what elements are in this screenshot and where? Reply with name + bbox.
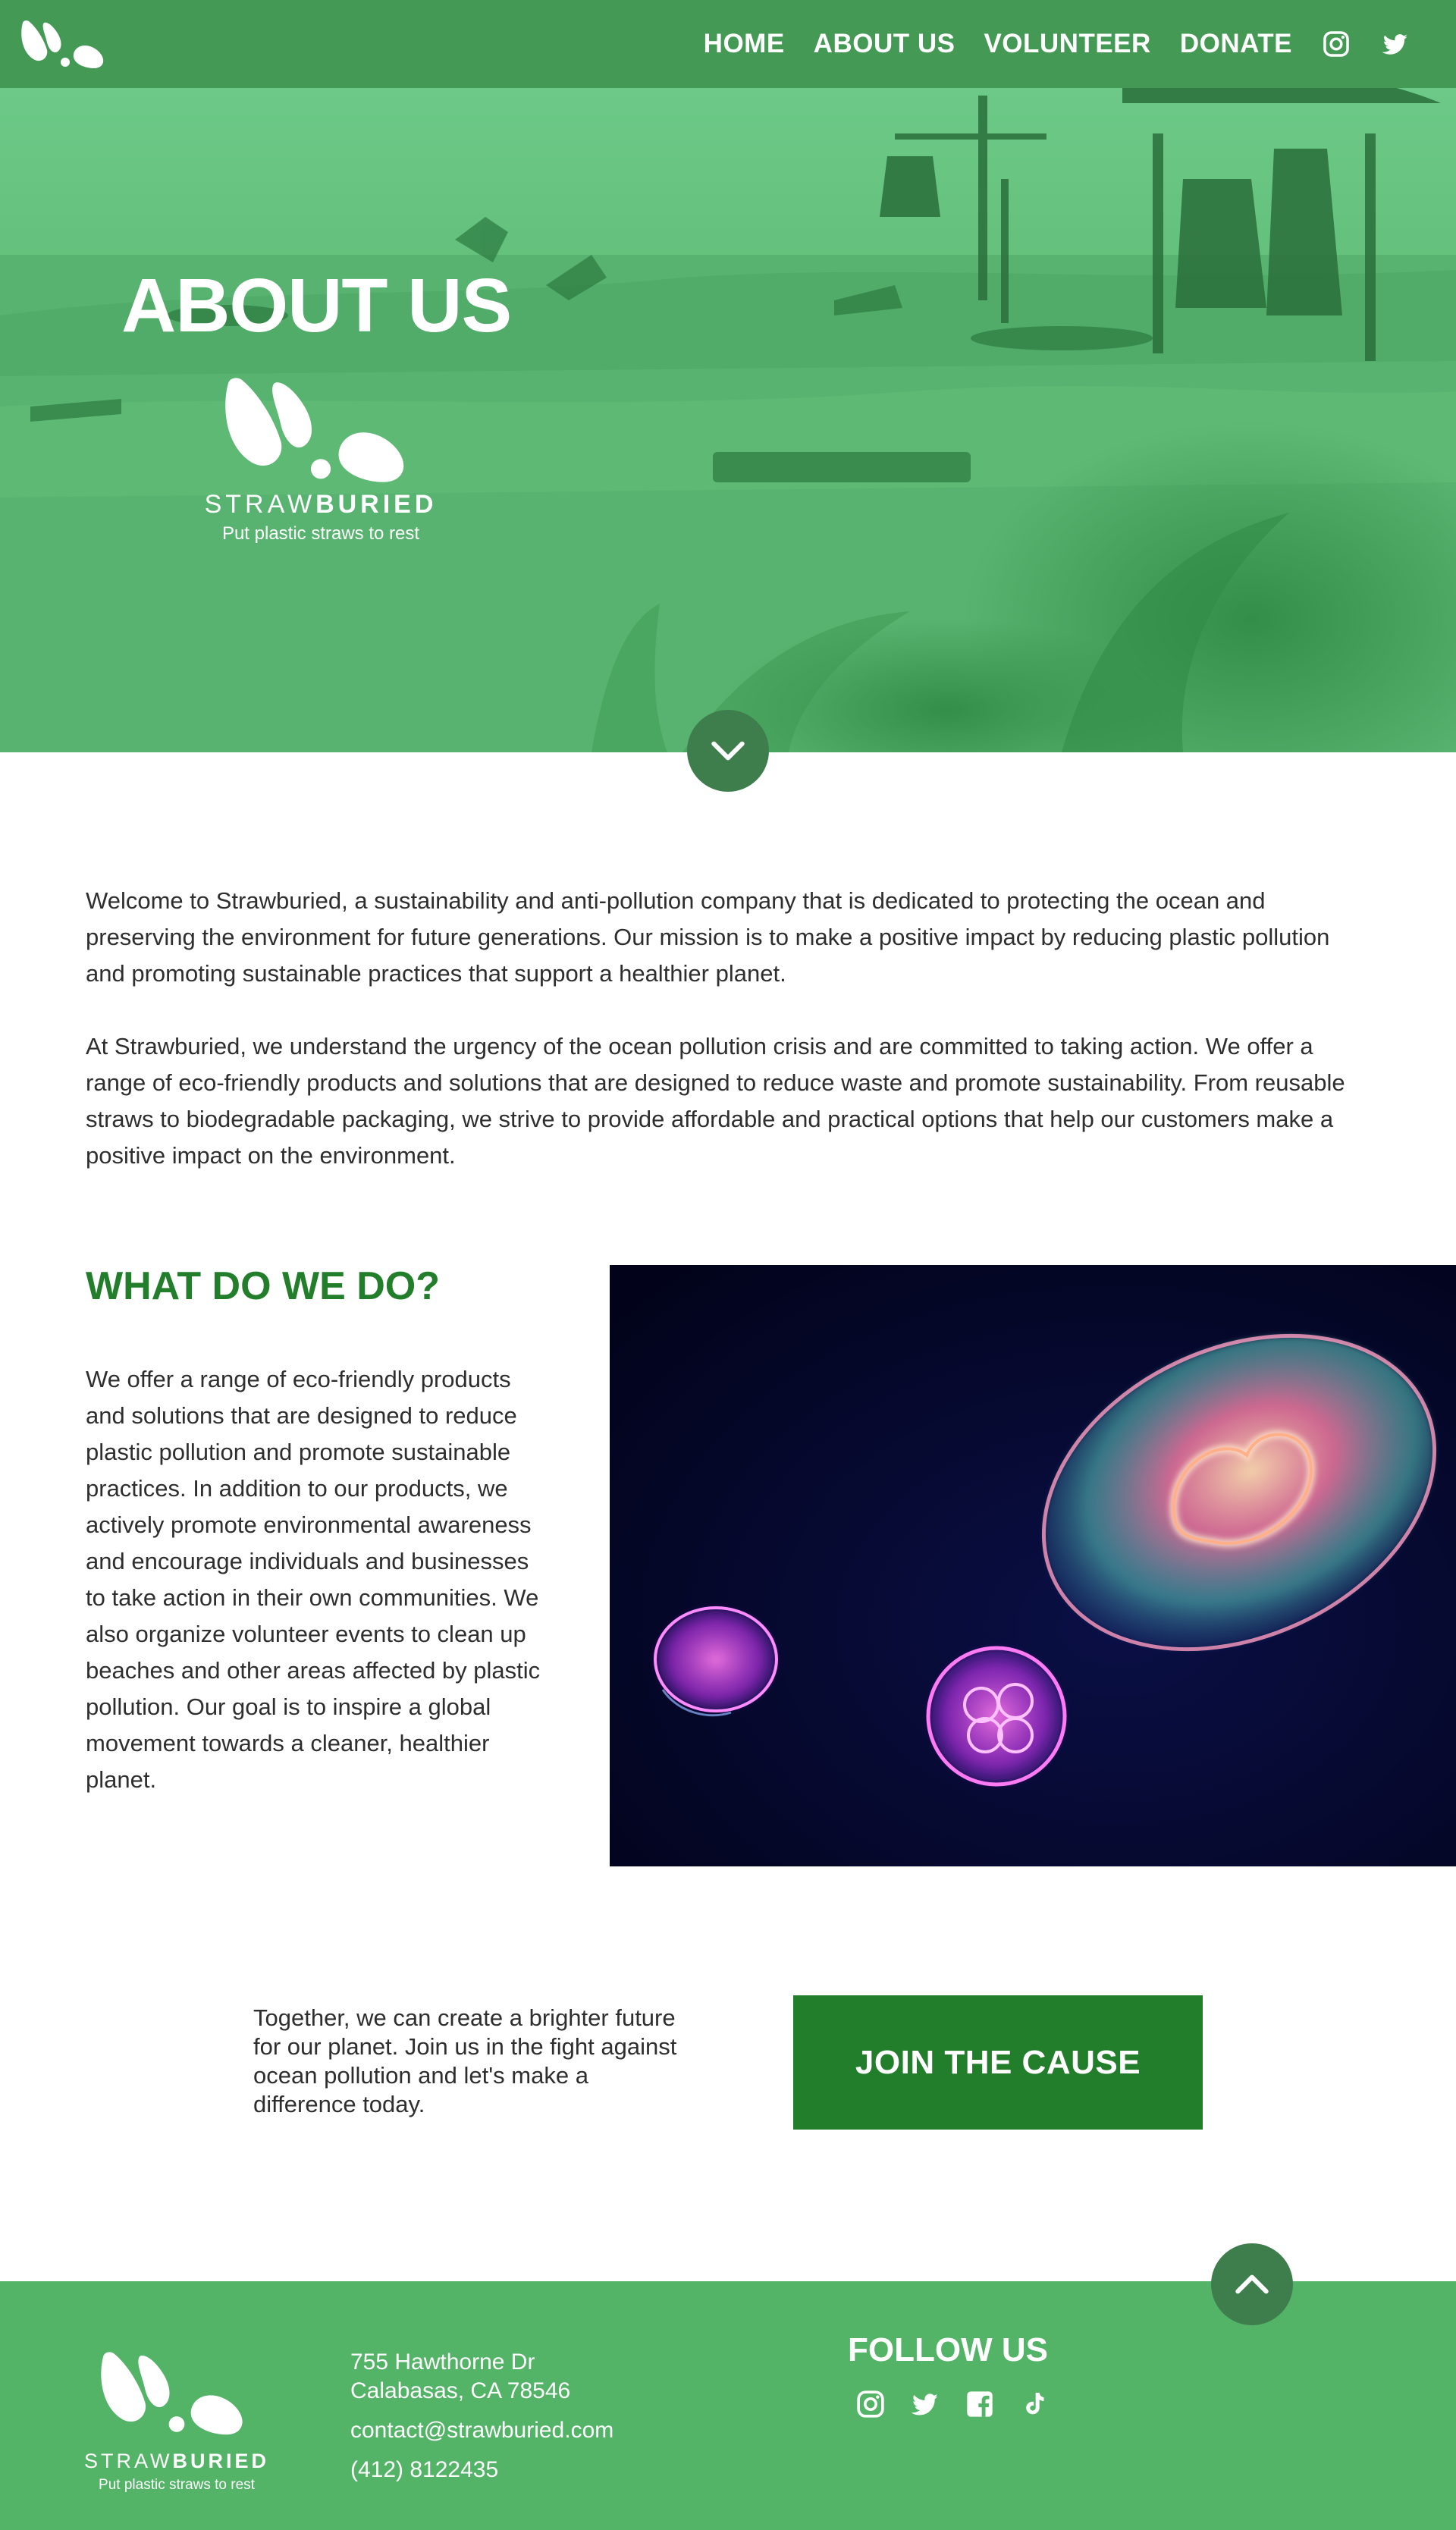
footer-brand-name bbox=[68, 2450, 285, 2473]
address-line-1: 755 Hawthorne Dr bbox=[350, 2350, 535, 2375]
chevron-up-icon bbox=[1231, 2263, 1273, 2306]
intro-section bbox=[86, 883, 1375, 1174]
footer-tagline: Put plastic straws to rest bbox=[99, 2477, 255, 2493]
cta-text: Together, we can create a brighter future for our planet. Join us in the fight against ocean pollution and let's make a difference today. bbox=[253, 2004, 677, 2117]
intro-paragraph-2: At Strawburied, we understand the urgency of the ocean pollution crisis and are committed to taking action. We offer a range of eco-friendly products and solutions that are designed to reduce waste and promote sustainability. From reusable straws to biodegradable packaging, we strive to provide affordable and practical options that help our customers make a positive impact on the environment. bbox=[86, 1033, 1345, 1169]
instagram-icon[interactable] bbox=[854, 2387, 887, 2421]
chevron-down-icon bbox=[707, 730, 749, 772]
what-we-do-heading: WHAT DO WE DO? bbox=[86, 1264, 440, 1308]
instagram-icon[interactable] bbox=[1321, 29, 1351, 59]
brand-bold: BURIED bbox=[315, 490, 438, 519]
top-nav bbox=[0, 0, 1456, 88]
footer-brand-bold: BURIED bbox=[172, 2450, 269, 2472]
jellyfish-image bbox=[610, 1265, 1456, 1866]
hero-banner bbox=[0, 88, 1456, 752]
strawburied-logo[interactable] bbox=[18, 17, 112, 71]
join-the-cause-button[interactable]: JOIN THE CAUSE bbox=[793, 1995, 1203, 2130]
nav-donate-link[interactable]: DONATE bbox=[1179, 29, 1292, 58]
address-line-2: Calabasas, CA 78546 bbox=[350, 2378, 571, 2403]
follow-us-heading: FOLLOW US bbox=[848, 2331, 1048, 2368]
social-links bbox=[854, 2387, 1051, 2421]
what-we-do-text: We offer a range of eco-friendly products and solutions that are designed to reduce plastic pollution and promote sustainable practices. In addition to our products, we actively promote environmental awareness and encourage individuals and businesses to take action in their own communities. We also organize volunteer events to clean up beaches and other areas affected by plastic pollution. Our goal is to inspire a global movement towards a cleaner, healthier planet. bbox=[86, 1366, 541, 1793]
hero-brand-name bbox=[182, 490, 460, 519]
tiktok-icon[interactable] bbox=[1018, 2387, 1051, 2421]
strawburied-footer-logo[interactable] bbox=[96, 2345, 258, 2441]
strawburied-hero-logo bbox=[218, 369, 423, 490]
nav-volunteer-link[interactable]: VOLUNTEER bbox=[984, 29, 1151, 58]
hero-tagline: Put plastic straws to rest bbox=[221, 523, 420, 544]
back-to-top-button[interactable] bbox=[1211, 2243, 1293, 2325]
footer-brand-light: STRAW bbox=[83, 2450, 173, 2472]
nav-about-link[interactable]: ABOUT US bbox=[813, 29, 956, 58]
nav-home-link[interactable]: HOME bbox=[703, 29, 785, 58]
page-title: ABOUT US bbox=[121, 263, 512, 348]
nav-links bbox=[704, 0, 1410, 88]
brand-light: STRAW bbox=[204, 490, 316, 519]
facebook-icon[interactable] bbox=[963, 2387, 996, 2421]
twitter-icon[interactable] bbox=[908, 2387, 942, 2421]
contact-email-link[interactable]: contact@strawburied.com bbox=[350, 2418, 614, 2443]
scroll-down-button[interactable] bbox=[687, 710, 769, 792]
contact-phone[interactable]: (412) 8122435 bbox=[350, 2457, 499, 2482]
intro-paragraph-1: Welcome to Strawburied, a sustainability and anti-pollution company that is dedicated to protecting the ocean and preserving the environment for future generations. Our mission is to make a positive impact by reducing plastic pollution and promoting sustainable practices that support a healthier planet. bbox=[86, 887, 1330, 987]
twitter-icon[interactable] bbox=[1380, 29, 1410, 59]
